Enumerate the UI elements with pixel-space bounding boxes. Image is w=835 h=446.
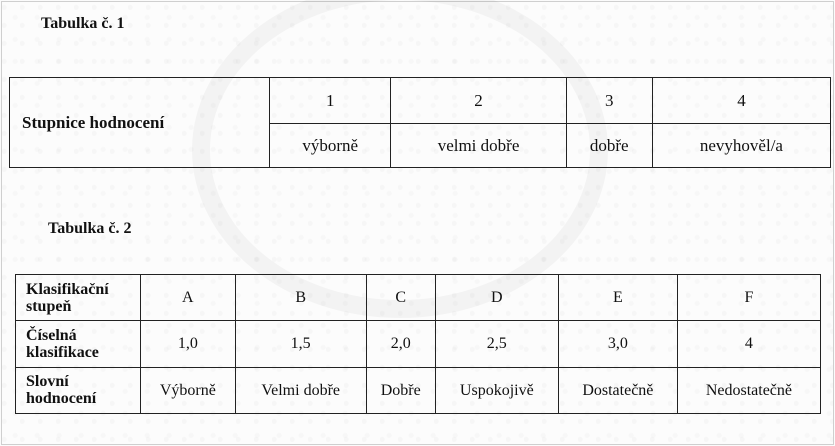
table-cell: Nedostatečně: [677, 367, 820, 413]
row-header-verbal-evaluation: Slovní hodnocení: [16, 367, 141, 413]
table-cell: 3,0: [558, 321, 677, 367]
grade-number-cell: 3: [566, 78, 652, 124]
table-1-caption: Tabulka č. 1: [41, 15, 125, 32]
table-cell: F: [677, 275, 820, 321]
table-cell: 2,0: [366, 321, 435, 367]
table-cell: Uspokojivě: [435, 367, 558, 413]
row-header-classification-grade: Klasifikační stupeň: [16, 275, 141, 321]
grade-number-cell: 4: [652, 78, 830, 124]
table-cell: Dobře: [366, 367, 435, 413]
table-row: [16, 367, 821, 413]
table-cell: 2,5: [435, 321, 558, 367]
table-2-caption: Tabulka č. 2: [48, 220, 132, 237]
table-cell: E: [558, 275, 677, 321]
table-cell: 4: [677, 321, 820, 367]
grade-number-cell: 2: [391, 78, 566, 124]
row-header-numeric-classification: Číselná klasifikace: [16, 321, 141, 367]
grade-number-cell: 1: [270, 78, 391, 124]
grade-word-cell: výborně: [270, 124, 391, 168]
table-cell: 1,0: [141, 321, 236, 367]
table-cell: B: [235, 275, 366, 321]
grade-word-cell: velmi dobře: [391, 124, 566, 168]
table-cell: Dostatečně: [558, 367, 677, 413]
classification-table: [15, 274, 821, 414]
table-cell: Výborně: [141, 367, 236, 413]
table-row: [16, 275, 821, 321]
row-header-grading-scale: Stupnice hodnocení: [10, 78, 270, 168]
grade-word-cell: dobře: [566, 124, 652, 168]
table-cell: Velmi dobře: [235, 367, 366, 413]
grading-scale-table: [9, 77, 831, 168]
table-row: [16, 321, 821, 367]
grade-word-cell: nevyhověl/a: [652, 124, 830, 168]
table-row: [10, 78, 831, 124]
table-cell: A: [141, 275, 236, 321]
table-cell: 1,5: [235, 321, 366, 367]
table-cell: D: [435, 275, 558, 321]
table-cell: C: [366, 275, 435, 321]
